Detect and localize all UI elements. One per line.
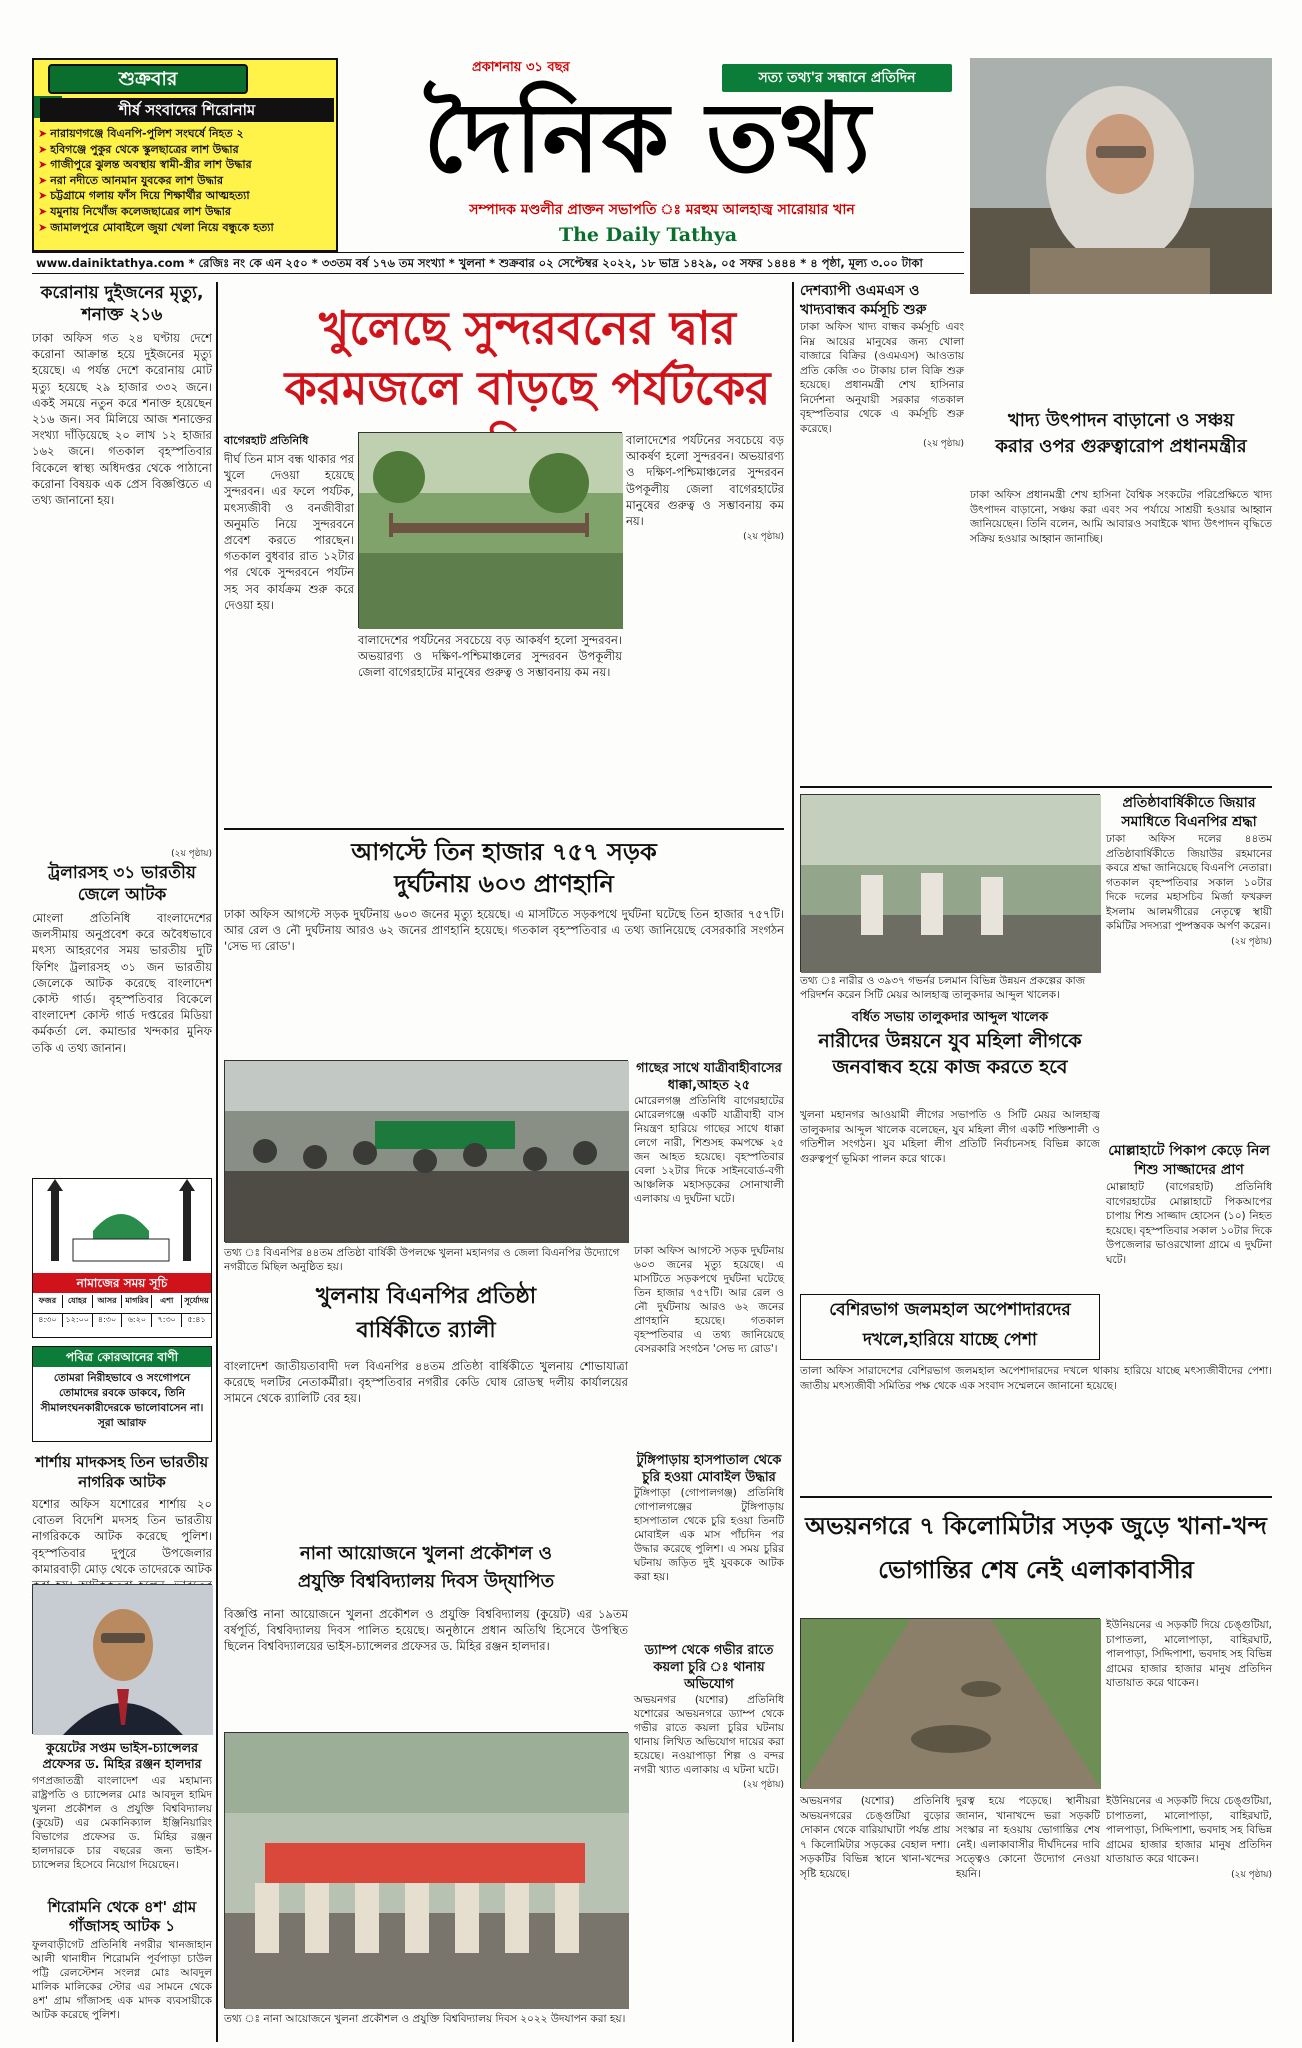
article-zia bbox=[1106, 794, 1272, 1134]
bnp-headline[interactable]: খুলনায় বিএনপির প্রতিষ্ঠা বার্ষিকীতে র‌্যালী bbox=[315, 1284, 537, 1343]
mayor-visit-image bbox=[801, 795, 1101, 973]
arrow-icon: ➤ bbox=[38, 127, 48, 140]
headlines-title: শীর্ষ সংবাদের শিরোনাম bbox=[40, 98, 334, 122]
article-headline[interactable]: মোল্লাহাটে পিকাপ কেড়ে নিল শিশু সাজ্জাদের প্রাণ bbox=[1108, 1143, 1270, 1178]
quran-title: পবিত্র কোরআনের বাণী bbox=[33, 1347, 211, 1367]
section-rule bbox=[800, 786, 1272, 788]
lead-byline: বাগেরহাট প্রতিনিধি bbox=[224, 434, 309, 447]
lead-body-col1 bbox=[224, 432, 354, 822]
mayor-visit-photo bbox=[800, 794, 1100, 972]
editor-line: সম্পাদক মণ্ডলীর প্রাক্তন সভাপতি ঃ মরহুম আলহাজ্ব সারোয়ার খান bbox=[469, 202, 855, 218]
road-body-col3 bbox=[1106, 1618, 1272, 1788]
section-rule bbox=[800, 1496, 1272, 1498]
article-headline[interactable]: শিরোমনি থেকে ৪শ' গ্রাম গাঁজাসহ আটক ১ bbox=[47, 1898, 197, 1935]
article-body: ফুলবাড়ীগেট প্রতিনিধি নগরীর খানজাহান আলী থানাধীন শিরোমনি পূর্বপাড়া চাউল পট্টি রেলস্টেশন সংলগ্ন মোঃ আবদুল মালিক মালিকের স্টোর এর সামনে থেকে ৪শ' গ্রাম গাঁজাসহ এক মাদক ব্যবসায়ীকে আটক করেছে পুলিশ। bbox=[32, 1939, 212, 2021]
arrow-icon: ➤ bbox=[38, 204, 48, 218]
accidents-headline[interactable]: আগস্টে তিন হাজার ৭৫৭ সড়ক দুর্ঘটনায় ৬০৩ প্রাণহানি bbox=[351, 838, 657, 898]
jubo-mohila-body: খুলনা মহানগর আওয়ামী লীগের সভাপতি ও সিটি মেয়র আলহাজ্ব তালুকদার আব্দুল খালেক বলেছেন, যুব মহিলা লীগ একটি শক্তিশালী ও গতিশীল সংগঠন। যুব মহিলা লীগ প্রতিটি নির্বাচনসহ বিভিন্ন কাজে গুরুত্বপূর্ণ ভূমিকা পালন করে থাকে। bbox=[800, 1109, 1100, 1165]
masthead bbox=[342, 58, 954, 270]
top-headlines-box bbox=[32, 58, 338, 252]
continued-label[interactable]: (২য় পৃষ্ঠায়) bbox=[743, 532, 784, 543]
article-headline[interactable]: টুঙ্গিপাড়ায় হাসপাতাল থেকে চুরি হওয়া মোবাইল উদ্ধার bbox=[636, 1453, 782, 1485]
arrow-icon: ➤ bbox=[38, 189, 48, 203]
tree-body-cont: ঢাকা অফিস আগস্টে সড়ক দুর্ঘটনায় ৬০৩ জনের মৃত্যু হয়েছে। এ মাসটিতে সড়কপথে দুর্ঘটনা ঘটেছে তিন হাজার ৭৫৭টি। আর রেল ও নৌ দুর্ঘটনায় আরও ৬২ জনের প্রাণহানি হয়েছে। গতকাল বৃহস্পতিবার এ তথ্য জানিয়েছে বেসরকারি সংগঠন 'সেভ দ্য রোড'। bbox=[634, 1245, 784, 1355]
bnp-body: বাংলাদেশ জাতীয়তাবাদী দল বিএনপির ৪৪তম প্রতিষ্ঠা বার্ষিকীতে খুলনায় শোভাযাত্রা করেছে দলটির নেতাকর্মীরা। বৃহস্পতিবার নগরীর কেডি ঘোষ রোডস্থ দলীয় কার্যালয়ের সামনে থেকে র‌্যালিটি বের হয়। bbox=[224, 1359, 628, 1406]
article-headline[interactable]: কুয়েটের সপ্তম ভাইস-চ্যান্সেলর প্রফেসর ড. মিহির রঞ্জন হালদার bbox=[42, 1740, 202, 1771]
article-hospital-phone bbox=[634, 1452, 784, 1632]
headline-item[interactable]: ➤ গাজীপুরে ঝুলন্ত অবস্থায় স্বামী-স্ত্রীর লাশ উদ্ধার bbox=[38, 158, 252, 172]
kuet-procession-image bbox=[225, 1733, 629, 2009]
mosque-icon bbox=[33, 1179, 209, 1271]
article-trawler bbox=[32, 862, 212, 1162]
slogan-badge: সত্য তথ্য'র সন্ধানে প্রতিদিন bbox=[722, 64, 952, 92]
headlines-list bbox=[38, 126, 336, 235]
article-body: টুঙ্গিপাড়া (গোপালগঞ্জ) প্রতিনিধি গোপালগঞ্জের টুঙ্গিপাড়ায় হাসপাতাল থেকে চুরি হওয়া তিনটি মোবাইল এক মাস পাঁচদিন পর উদ্ধার করেছে পুলিশ। এ সময় চুরির ঘটনায় জড়িত দুই যুবককে আটক করা হয়। bbox=[634, 1487, 784, 1583]
accidents-body: ঢাকা অফিস আগস্টে সড়ক দুর্ঘটনায় ৬০৩ জনের মৃত্যু হয়েছে। এ মাসটিতে সড়কপথে দুর্ঘটনা ঘটেছে তিন হাজার ৭৫৭টি। আর রেল ও নৌ দুর্ঘটনায় আরও ৬২ জনের প্রাণহানি হয়েছে। গতকাল বৃহস্পতিবার এ তথ্য জানিয়েছে বেসরকারি সংগঠন 'সেভ দ্য রোড'। bbox=[224, 907, 784, 954]
headline-item[interactable]: ➤ হবিগঞ্জে পুকুর থেকে স্কুলছাত্রের লাশ উদ্ধার bbox=[38, 142, 239, 156]
kuet-day-photo bbox=[224, 1732, 628, 2008]
continued-label[interactable]: (২য় পৃষ্ঠায়) bbox=[743, 1780, 784, 1790]
lead-body: বালাদেশের পর্যটনের সবচেয়ে বড় আকর্ষণ হলো সুন্দরবন। অভয়ারণ্য ও দক্ষিণ-পশ্চিমাঞ্চলের সুন্দরবন উপকূলীয় জেলা বাগেরহাটের মানুষের গুরুত্ব ও সম্ভাবনায় কম নয়। bbox=[626, 433, 784, 529]
dateline-bar: www.dainiktathya.com * রেজিঃ নং কে এন ২৫০ * ৩৩তম বর্ষ ১৭৬ তম সংখ্যা * খুলনা * শুক্রবার ০২ সেপ্টেম্বর ২০২২, ১৮ ভাদ্র ১৪২৯, ০৫ সফর ১৪৪৪ * ৪ পৃষ্ঠা, মূল্য ৩.০০ টাকা bbox=[32, 252, 964, 274]
arrow-icon: ➤ bbox=[38, 220, 48, 234]
lead-body-col3 bbox=[626, 432, 784, 822]
road-headline[interactable]: অভয়নগরে ৭ কিলোমিটার সড়ক জুড়ে খানা-খন্দ ভোগান্তির শেষ নেই এলাকাবাসীর bbox=[805, 1512, 1267, 1584]
article-body: গণপ্রজাতন্ত্রী বাংলাদেশ এর মহামান্য রাষ্ট্রপতি ও চ্যান্সেলর মোঃ আবদুল হামিদ খুলনা প্রকৌশল ও প্রযুক্তি বিশ্ববিদ্যালয় (কুয়েট) এর মেকানিক্যাল ইঞ্জিনিয়ারিং বিভাগের প্রফেসর ড. মিহির রঞ্জন হালদারকে চার বছরের জন্য ভাইস-চ্যান্সেলর হিসেবে নিয়োগ দিয়েছেন। bbox=[32, 1775, 212, 1871]
article-corona bbox=[32, 282, 212, 842]
jubo-mohila-headline[interactable]: বর্ধিত সভায় তালুকদার আব্দুল খালেক নারীদের উন্নয়নে যুব মহিলা লীগকে জনবান্ধব হয়ে কাজ করতে হবে bbox=[818, 1010, 1082, 1078]
vc-portrait-image bbox=[33, 1585, 213, 1735]
article-kuet-vc bbox=[32, 1740, 212, 1890]
quran-box bbox=[32, 1346, 212, 1442]
arrow-icon: ➤ bbox=[38, 173, 48, 187]
article-oms bbox=[800, 282, 964, 782]
lead-body: দীর্ঘ তিন মাস বন্ধ থাকার পর খুলে দেওয়া হয়েছে সুন্দরবন। এর ফলে পর্যটক, মৎস্যজীবী ও বনজীবীরা অনুমতি নিয়ে সুন্দরবনে প্রবেশ করতে পারছেন। গতকাল বুধবার রাত ১২টার পর থেকে সুন্দরবনে পর্যটন সহ সব কার্যক্রম শুরু করে দেওয়া হয়। bbox=[224, 452, 354, 612]
road-body-2: দুরত্ব হয়ে পড়েছে। স্থানীয়রা জানান, খানাখন্দে ভরা সড়কটি সংস্কার না হওয়ায় ভোগান্তির শেষ নেই। এলাকাবাসীর দীর্ঘদিনের দাবি সত্ত্বেও কোনো উদ্যোগ নেওয়া হয়নি। bbox=[956, 1795, 1100, 1880]
pm-portrait-image bbox=[970, 58, 1272, 294]
damaged-road-image bbox=[801, 1619, 1101, 1789]
road-body: ইউনিয়নের এ সড়কটি দিয়ে চেঙ্গুটিয়া, চাপাতলা, মালোপাড়া, বাহিরঘাট, পালপাড়া, সিদ্দিপাশা, ভবদাহ সহ বিভিন্ন গ্রামের হাজার হাজার মানুষ প্রতিদিন যাতায়াত করে থাকেন। bbox=[1106, 1795, 1272, 1865]
prayer-times-row: ৪:৩০ ১২:০০ ৪:৩০ ৬:২০ ৭:৩০ ৫:৪১ bbox=[33, 1313, 211, 1327]
headline-item[interactable]: ➤ যমুনায় নিখোঁজ কলেজছাত্রের লাশ উদ্ধার bbox=[38, 204, 231, 218]
prayer-times-box bbox=[32, 1178, 212, 1338]
pm-food-body: ঢাকা অফিস প্রধানমন্ত্রী শেখ হাসিনা বৈশ্বিক সংকটের পরিপ্রেক্ষিতে খাদ্য উৎপাদন বাড়ানো, সঞ্চয় করা এবং সব পর্যায়ে সাশ্রয়ী হওয়ার আহ্বান জানিয়েছেন। তিনি বলেন, আমি আবারও সবাইকে খাদ্য উৎপাদন বৃদ্ধিতে সক্রিয় হওয়ার আহ্বান জানাচ্ছি। bbox=[970, 489, 1272, 545]
pm-food-headline[interactable]: খাদ্য উৎপাদন বাড়ানো ও সঞ্চয় করার ওপর গুরুত্বারোপ প্রধানমন্ত্রীর bbox=[995, 410, 1247, 457]
arrow-icon: ➤ bbox=[38, 142, 48, 156]
headline-item[interactable]: ➤ জামালপুরে মোবাইলে জুয়া খেলা নিয়ে বন্ধুকে হত্যা bbox=[38, 220, 274, 234]
article-body: অভয়নগর (যশোর) প্রতিনিধি যশোরের অভয়নগরে ড্যাম্প থেকে গভীর রাতে কয়লা চুরির ঘটনায় থানায় লিখিত অভিযোগ দায়ের করা হয়েছে। নওয়াপাড়া শিল্প ও বন্দর নগরী খ্যাত এলাকায় এ ঘটনা ঘটে। bbox=[634, 1694, 784, 1776]
road-photo bbox=[800, 1618, 1100, 1788]
pm-photo bbox=[970, 58, 1272, 294]
established-label: প্রকাশনায় ৩১ বছর bbox=[472, 60, 570, 75]
road-body-col3b bbox=[1106, 1794, 1272, 2042]
article-headline[interactable]: করোনায় দুইজনের মৃত্যু, শনাক্ত ২১৬ bbox=[40, 283, 204, 325]
kuet-day-caption: তথ্য ঃ নানা আয়োজনে খুলনা প্রকৌশল ও প্রযুক্তি বিশ্ববিদ্যালয় দিবস ২০২২ উদযাপন করা হয়। bbox=[224, 2013, 626, 2025]
article-headline[interactable]: প্রতিষ্ঠাবার্ষিকীতে জিয়ার সমাধিতে বিএনপির শ্রদ্ধা bbox=[1121, 795, 1257, 830]
continued-label[interactable]: (২য় পৃষ্ঠায়) bbox=[171, 849, 212, 859]
paper-name-english: The Daily Tathya bbox=[558, 224, 738, 246]
lead-body-cont: বালাদেশের পর্যটনের সবচেয়ে বড় আকর্ষণ হলো সুন্দরবন। অভয়ারণ্য ও দক্ষিণ-পশ্চিমাঞ্চলের সুন্দরবন উপকূলীয় জেলা বাগেরহাটের মানুষের গুরুত্ব ও সম্ভাবনায় কম নয়। bbox=[358, 633, 622, 680]
article-tree bbox=[634, 1060, 784, 1240]
article-headline[interactable]: দেশব্যাপী ওএমএস ও খাদ্যবান্ধব কর্মসূচি শুরু bbox=[800, 283, 927, 318]
article-sharsha bbox=[32, 1452, 212, 1602]
column-rule bbox=[792, 282, 794, 2042]
road-body: ইউনিয়নের এ সড়কটি দিয়ে চেঙ্গুটিয়া, চাপাতলা, মালোপাড়া, বাহিরঘাট, পালপাড়া, সিদ্দিপাশা, ভবদাহ সহ বিভিন্ন গ্রামের হাজার হাজার মানুষ প্রতিদিন যাতায়াত করে থাকেন। bbox=[1106, 1619, 1272, 1689]
continued-label[interactable]: (২য় পৃষ্ঠায়) bbox=[1231, 936, 1272, 947]
vc-photo bbox=[32, 1584, 212, 1734]
article-body: মোল্লাহাট (বাগেরহাট) প্রতিনিধি বাগেরহাটের মোল্লাহাটে পিকআপের চাপায় শিশু সাজ্জাদ হোসেন (১০) নিহত হয়েছে। বৃহস্পতিবার সকাল ১০টার দিকে উপজেলার ভাওরখোলা গ্রামে এ দুর্ঘটনা ঘটে। bbox=[1106, 1181, 1272, 1266]
continued-label[interactable]: (২য় পৃষ্ঠায়) bbox=[923, 439, 964, 449]
bnp-photo-caption: তথ্য ঃ বিএনপির ৪৪তম প্রতিষ্ঠা বার্ষিকী উপলক্ষে খুলনা মহানগর ও জেলা বিএনপির উদ্যোগে নগরীতে মিছিল অনুষ্ঠিত হয়। bbox=[224, 1247, 620, 1273]
article-body: ঢাকা অফিস খাদ্য বান্ধব কর্মসূচি এবং নিম্ন আয়ের মানুষের জন্য খোলা বাজারে বিক্রির (ওএমএস) আওতায় প্রতি কেজি ৩০ টাকায় চাল বিক্রি শুরু হয়েছে। প্রধানমন্ত্রী শেখ হাসিনার নির্দেশনা অনুযায়ী সরকার গতকাল বৃহস্পতিবার থেকে এ কর্মসূচি শুরু করেছে। bbox=[800, 321, 964, 435]
prayer-names-row: ফজর যোহর আসর মাগরিব এশা সূর্যোদয় bbox=[33, 1295, 211, 1308]
headline-item[interactable]: ➤ নারায়ণগঞ্জে বিএনপি-পুলিশ সংঘর্ষে নিহত ২ bbox=[38, 127, 244, 140]
arrow-icon: ➤ bbox=[38, 158, 48, 172]
article-body: ঢাকা অফিস দলের ৪৪তম প্রতিষ্ঠাবার্ষিকীতে জিয়াউর রহমানের কবরে শ্রদ্ধা জানিয়েছে বিএনপি নেতারা। গতকাল বৃহস্পতিবার সকাল ১০টার দিকে দলের মহাসচিব মির্জা ফখরুল ইসলাম আলমগীরের নেতৃত্বে স্থায়ী কমিটির সদস্যরা পুষ্পস্তবক অর্পণ করেন। bbox=[1106, 833, 1272, 932]
article-headline[interactable]: গাছের সাথে যাত্রীবাহীবাসের ধাক্কা,আহত ২৫ bbox=[636, 1061, 782, 1093]
paper-logo: দৈনিক তথ্য bbox=[423, 81, 873, 194]
article-shiromoni bbox=[32, 1898, 212, 2038]
jalmohal-body: তালা অফিস সারাদেশের বেশিরভাগ জলমহাল অপেশাদারদের দখলে থাকায় হারিয়ে যাচ্ছে মৎস্যজীবীদের পেশা। জাতীয় মৎস্যজীবী সমিতির পক্ষ থেকে এক সংবাদ সম্মেলনে জানানো হয়েছে। bbox=[800, 1365, 1272, 1392]
prayer-title: নামাজের সময় সূচি bbox=[33, 1273, 211, 1293]
article-body: মোরেলগঞ্জ প্রতিনিধি বাগেরহাটের মোরেলগঞ্জে একটি যাত্রীবাহী বাস নিয়ন্ত্রণ হারিয়ে গাছের সাথে ধাক্কা লেগে নারী, শিশুসহ কমপক্ষে ২৫ জন আহত হয়েছে। বৃহস্পতিবার বেলা ১২টার দিকে সাইনবোর্ড-বগী আঞ্চলিক মহাসড়কের সোনাখালী এলাকায় এ দুর্ঘটনা ঘটে। bbox=[634, 1095, 784, 1205]
article-body: মোংলা প্রতিনিধি বাংলাদেশের জলসীমায় অনুপ্রবেশ করে অবৈধভাবে মৎস্য আহরণের সময় ভারতীয় দুটি ফিশিং ট্রলারসহ ৩১ জন ভারতীয় জেলেকে আটক করেছে বাংলাদেশ কোস্ট গার্ড। বৃহস্পতিবার বিকেলে বাংলাদেশ কোস্ট গার্ড দপ্তরের মিডিয়া কর্মকর্তা লে. কমান্ডার খন্দকার মুনিফ তকি এ তথ্য জানান। bbox=[32, 911, 212, 1055]
article-headline[interactable]: শার্শায় মাদকসহ তিন ভারতীয় নাগরিক আটক bbox=[35, 1453, 209, 1491]
sundarban-image bbox=[359, 433, 623, 629]
lead-headline[interactable]: খুলেছে সুন্দরবনের দ্বার করমজলে বাড়ছে পর্যটকের bbox=[284, 301, 771, 415]
headline-item[interactable]: ➤ চট্টগ্রামে গলায় ফাঁস দিয়ে শিক্ষার্থীর আত্মহত্যা bbox=[38, 189, 250, 203]
headline-item[interactable]: ➤ নরা নদীতে আনমান যুবকের লাশ উদ্ধার bbox=[38, 173, 223, 187]
article-coal bbox=[634, 1642, 784, 2042]
jalmohal-headline[interactable]: বেশিরভাগ জলমহাল অপেশাদারদের দখলে,হারিয়ে যাচ্ছে পেশা bbox=[800, 1294, 1100, 1360]
article-headline[interactable]: ট্রলারসহ ৩১ ভারতীয় জেলে আটক bbox=[48, 863, 196, 905]
road-body-1: অভয়নগর (যশোর) প্রতিনিধি অভয়নগরের চেঙ্গুটিয়া বুড়োর দোকান থেকে বারিয়াঘাটা পর্যন্ত প্রায় ৭ কিলোমিটার সড়কের বেহাল দশা। সড়কটির বিভিন্ন স্থানে খানা-খন্দের সৃষ্টি হয়েছে। bbox=[800, 1795, 950, 1880]
section-rule bbox=[224, 828, 784, 830]
mayor-photo-caption: তথ্য ঃ নারীর ও ৩৯৩৭ গভর্নর চলমান বিভিন্ন উন্নয়ন প্রকল্পের কাজ পরিদর্শন করেন সিটি মেয়র আলহাজ্ব তালুকদার আব্দুল খালেক। bbox=[800, 975, 1086, 1001]
bnp-rally-photo bbox=[224, 1060, 628, 1242]
kuet-day-body: বিজ্ঞপ্তি নানা আয়োজনে খুলনা প্রকৌশল ও প্রযুক্তি বিশ্ববিদ্যালয় (কুয়েট) এর ১৯তম বর্ষপূর্তি, বিশ্ববিদ্যালয় দিবস পালিত হয়েছে। অনুষ্ঠানে প্রধান অতিথি হিসেবে উপস্থিত ছিলেন বিশ্ববিদ্যালয়ের ভাইস-চ্যান্সেলর প্রফেসর ড. মিহির রঞ্জন হালদার। bbox=[224, 1607, 628, 1654]
day-badge: শুক্রবার bbox=[48, 64, 248, 94]
bnp-rally-image bbox=[225, 1061, 629, 1243]
article-body: যশোর অফিস যশোরের শার্শায় ২০ বোতল বিদেশি মদসহ তিন ভারতীয় নাগরিককে আটক করেছে পুলিশ। বৃহস্পতিবার দুপুরে উপজেলার কামারবাড়ী মোড় থেকে তাদেরকে আটক bbox=[32, 1497, 213, 1576]
continued-label[interactable]: (২য় পৃষ্ঠায়) bbox=[1231, 1869, 1272, 1880]
column-rule bbox=[216, 282, 218, 2042]
quran-text: তোমরা নিরীহভাবে ও সংগোপনে তোমাদের রবকে ডাকবে, তিনি সীমালংঘনকারীদেরকে ভালোবাসেন না। সূরা আরাফ bbox=[40, 1372, 204, 1429]
sundarban-photo bbox=[358, 432, 622, 628]
article-headline[interactable]: ড্যাম্প থেকে গভীর রাতে কয়লা চুরি ঃ থানায় অভিযোগ bbox=[644, 1643, 774, 1692]
kuet-day-headline[interactable]: নানা আয়োজনে খুলনা প্রকৌশল ও প্রযুক্তি বিশ্ববিদ্যালয় দিবস উদ্‌যাপিত bbox=[297, 1543, 555, 1592]
article-body: ঢাকা অফিস গত ২৪ ঘণ্টায় দেশে করোনা আক্রান্ত হয়ে দুইজনের মৃত্যু হয়েছে। এ পর্যন্ত দেশে করোনায় মোট মৃত্যু হয়েছে ২৯ হাজার ৩৩২ জনে। একই সময়ে নতুন করে শনাক্ত হয়েছেন ২১৬ জন। সব মিলিয়ে আজ শনাক্তের সংখ্যা দাঁড়িয়েছে ২০ লাখ ১২ হাজার ১৬২ জনে। গতকাল বৃহস্পতিবার বিকেলে স্বাস্থ্য অধিদপ্তর থেকে পাঠানো করোনা বিষয়ক এক প্রেস বিজ্ঞপ্তিতে এ তথ্য জানানো হয়। bbox=[32, 331, 212, 508]
